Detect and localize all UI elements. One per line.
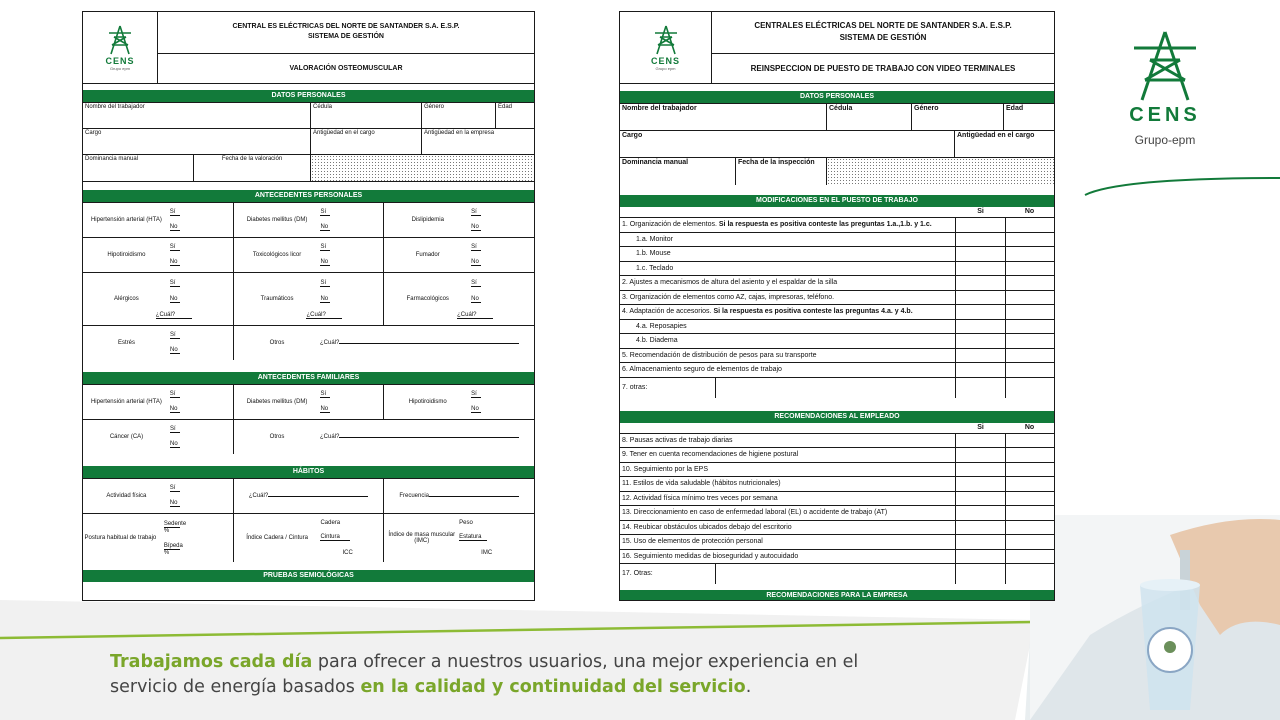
checkbox-no[interactable] — [1006, 550, 1054, 564]
hab-postura: Postura habitual de trabajo — [84, 535, 157, 541]
section-antecedentes: ANTECEDENTES PERSONALES — [83, 190, 534, 202]
opt-no: No — [471, 259, 479, 265]
modificacion-text: 3. Organización de elementos como AZ, cajas, impresoras, teléfono. — [622, 293, 835, 301]
field-dominancia: Dominancia manual — [83, 155, 194, 181]
checkbox-si[interactable] — [956, 448, 1006, 462]
section-datos-personales: DATOS PERSONALES — [83, 90, 534, 102]
modificacion-text: 4. Adaptación de accesorios. — [622, 308, 714, 315]
opt-cual: ¿Cuál? — [248, 493, 269, 499]
modificacion-row — [620, 218, 1054, 233]
modificacion-text: 5. Recomendación de distribución de pesos para su transporte — [622, 351, 817, 359]
modificacion-row — [620, 262, 1054, 277]
ant-traumaticos: Traumáticos — [260, 296, 294, 302]
logo-group: Grupo epm — [655, 65, 676, 71]
opt-si: Sí — [320, 391, 327, 397]
checkbox-si[interactable] — [956, 334, 1006, 348]
hab-frecuencia: Frecuencia — [399, 493, 430, 499]
hab-icc: ICC — [342, 549, 353, 556]
fam-hipotiroidismo: Hipotiroidismo — [408, 399, 447, 405]
field-dominancia: Dominancia manual — [620, 158, 736, 185]
slogan-text-2: . — [745, 677, 752, 697]
recomendacion-text: 13. Direccionamiento en caso de enfermedad laboral (EL) o accidente de trabajo (AT) — [620, 506, 956, 520]
recomendacion-row — [620, 550, 1054, 565]
right-green-curve — [1085, 178, 1280, 195]
modificacion-row — [620, 305, 1054, 320]
reinspeccion-puesto-form — [619, 11, 1055, 601]
col-no: No — [1024, 423, 1035, 431]
cens-name: CENS — [1129, 104, 1201, 126]
opt-no: No — [320, 259, 329, 265]
fecha-value — [827, 158, 1054, 185]
opt-no: No — [320, 406, 329, 412]
recomendacion-text: 8. Pausas activas de trabajo diarias — [620, 434, 956, 448]
field-antiguedad-cargo: Antigüedad en el cargo — [957, 132, 1035, 139]
logo-name: CENS — [105, 55, 135, 66]
opt-no: No — [320, 224, 329, 230]
opt-si: Sí — [471, 279, 477, 286]
opt-si: Sí — [320, 244, 327, 250]
ant-dislipidemia: Dislipidemia — [411, 217, 444, 223]
section-modificaciones: MODIFICACIONES EN EL PUESTO DE TRABAJO — [620, 195, 1054, 207]
field-nombre: Nombre del trabajador — [620, 104, 827, 130]
modificacion-row — [620, 349, 1054, 364]
section-habitos: HÁBITOS — [83, 466, 534, 478]
checkbox-no[interactable] — [1006, 349, 1054, 363]
checkbox-no[interactable] — [1006, 334, 1054, 348]
fecha-value — [311, 155, 534, 181]
modificacion-row — [620, 320, 1054, 335]
recomendacion-row — [620, 448, 1054, 463]
section-empresa: RECOMENDACIONES PARA LA EMPRESA — [620, 590, 1054, 601]
opt-si: Sí — [471, 244, 477, 250]
modificacion-text: 1.b. Mouse — [636, 250, 671, 257]
opt-si: Sí — [169, 485, 176, 491]
recomendacion-row — [620, 521, 1054, 536]
recomendacion-row — [620, 535, 1054, 550]
checkbox-si[interactable] — [956, 233, 1006, 247]
recomendaciones-list — [620, 433, 1054, 565]
opt-cual: ¿Cuál? — [457, 311, 477, 318]
field-cedula: Cédula — [827, 104, 912, 130]
checkbox-si[interactable] — [956, 434, 1006, 448]
hab-cintura: Cintura — [320, 534, 340, 541]
ant-farmacologicos: Farmacológicos — [406, 296, 449, 302]
opt-si: Sí — [471, 391, 477, 397]
field-nombre: Nombre del trabajador — [83, 103, 311, 128]
checkbox-no[interactable] — [1006, 247, 1054, 261]
form-title: REINSPECCION DE PUESTO DE TRABAJO CON VIDEO TERMINALES — [750, 63, 1016, 73]
checkbox-si[interactable] — [956, 276, 1006, 290]
checkbox-no[interactable] — [1006, 233, 1054, 247]
water-glass-photo — [1030, 515, 1280, 720]
opt-si: Sí — [169, 244, 176, 250]
opt-si: Sí — [170, 426, 176, 432]
checkbox-no[interactable] — [1006, 276, 1054, 290]
checkbox-no[interactable] — [1006, 363, 1054, 377]
hab-estatura: Estatura — [459, 534, 482, 541]
hab-imc-label: Índice de masa muscular (IMC) — [388, 532, 456, 544]
checkbox-no[interactable] — [1006, 492, 1054, 506]
pct-sign: % — [163, 527, 170, 534]
tower-icon — [653, 25, 679, 55]
opt-si: Sí — [169, 279, 176, 286]
recomendacion-text: 11. Estilos de vida saludable (hábitos nutricionales) — [620, 477, 956, 491]
recomendacion-row — [620, 477, 1054, 492]
ant-alergicos: Alérgicos — [114, 296, 139, 302]
modificacion-text: 4.a. Reposapies — [636, 322, 687, 330]
checkbox-no[interactable] — [1006, 506, 1054, 520]
opt-cual: ¿Cuál? — [320, 434, 340, 440]
section-pruebas: PRUEBAS SEMIOLÓGICAS — [83, 570, 534, 582]
recomendacion-text: 15. Uso de elementos de protección personal — [620, 535, 956, 549]
field-antiguedad-empresa: Antigüedad en la empresa — [424, 130, 495, 136]
opt-si: Sí — [471, 209, 477, 215]
checkbox-si[interactable] — [956, 506, 1006, 520]
checkbox-no[interactable] — [1006, 463, 1054, 477]
system-name: SISTEMA DE GESTIÓN — [308, 33, 384, 41]
checkbox-si[interactable] — [956, 320, 1006, 334]
checkbox-si[interactable] — [956, 492, 1006, 506]
modificacion-row — [620, 247, 1054, 262]
opt-cual: ¿Cuál? — [320, 340, 340, 346]
recomendacion-row — [620, 506, 1054, 521]
ant-dm: Diabetes mellitus (DM) — [246, 217, 308, 223]
hab-actividad: Actividad física — [106, 493, 147, 499]
valoracion-osteomuscular-form — [82, 11, 535, 601]
modificaciones-list — [620, 217, 1054, 378]
opt-no: No — [169, 224, 178, 230]
recomendacion-text: 10. Seguimiento por la EPS — [620, 463, 956, 477]
col-si: Si — [977, 208, 984, 215]
opt-no: No — [169, 500, 178, 506]
checkbox-si[interactable] — [956, 535, 1006, 549]
recomendacion-text: 9. Tener en cuenta recomendaciones de higiene postural — [620, 448, 956, 462]
checkbox-si[interactable] — [956, 477, 1006, 491]
modificacion-text: 1.a. Monitor — [636, 235, 673, 243]
opt-si: Sí — [320, 279, 327, 286]
opt-no: No — [170, 347, 178, 353]
checkbox-si[interactable] — [956, 247, 1006, 261]
checkbox-no[interactable] — [1006, 448, 1054, 462]
modificacion-row — [620, 334, 1054, 349]
ant-fumador: Fumador — [415, 252, 440, 258]
opt-cual: ¿Cuál? — [155, 311, 176, 318]
opt-no: No — [320, 295, 329, 302]
ant-hta: Hipertensión arterial (HTA) — [90, 217, 162, 223]
fam-otros: Otros — [269, 434, 285, 440]
form-logo — [83, 12, 158, 83]
ant-otros: Otros — [269, 340, 285, 346]
field-antiguedad-cargo: Antigüedad en el cargo — [311, 129, 422, 154]
checkbox-no[interactable] — [1006, 521, 1054, 535]
hab-cadera: Cadera — [320, 520, 341, 527]
col-si: Si — [977, 423, 984, 431]
checkbox-si[interactable] — [956, 349, 1006, 363]
hab-imc: IMC — [481, 549, 493, 556]
checkbox-si[interactable] — [956, 550, 1006, 564]
slogan-bold-1: Trabajamos cada día — [110, 652, 313, 672]
modificacion-row — [620, 363, 1054, 378]
modificacion-row — [620, 291, 1054, 306]
opt-si: Sí — [169, 209, 176, 215]
checkbox-no[interactable] — [1006, 305, 1054, 319]
opt-no: No — [169, 259, 178, 265]
recomendacion-row — [620, 463, 1054, 478]
rec-otras: 17. Otras: — [620, 564, 716, 584]
checkbox-no[interactable] — [1006, 291, 1054, 305]
opt-cual: ¿Cuál? — [306, 311, 326, 318]
hab-indice-cc: Índice Cadera / Cintura — [246, 535, 308, 541]
modificacion-row — [620, 276, 1054, 291]
modificacion-text: 1.c. Teclado — [636, 264, 674, 272]
tower-icon — [1130, 30, 1200, 102]
field-edad: Edad — [498, 104, 513, 110]
pct-sign: % — [163, 549, 170, 556]
fam-cancer: Cáncer (CA) — [109, 434, 144, 440]
checkbox-no[interactable] — [1006, 320, 1054, 334]
footer-slogan — [110, 650, 930, 700]
mod-otras: 7. otras: — [620, 378, 716, 398]
modificacion-text: 1. Organización de elementos. — [622, 221, 719, 228]
company-name: CENTRALES ELÉCTRICAS DEL NORTE DE SANTANDER S.A. E.S.P. — [754, 21, 1012, 31]
opt-no: No — [471, 224, 479, 230]
checkbox-si[interactable] — [956, 463, 1006, 477]
checkbox-no[interactable] — [1006, 218, 1054, 232]
checkbox-si[interactable] — [956, 363, 1006, 377]
field-genero: Género — [422, 103, 496, 128]
checkbox-si[interactable] — [956, 291, 1006, 305]
col-no: No — [1024, 208, 1035, 215]
opt-no: No — [169, 406, 178, 412]
modificacion-text: 6. Almacenamiento seguro de elementos de trabajo — [622, 366, 782, 373]
modificacion-note: Si la respuesta es positiva conteste las preguntas 1.a.,1.b. y 1.c. — [718, 221, 932, 228]
field-edad: Edad — [1006, 105, 1024, 112]
opt-no: No — [169, 295, 178, 302]
fam-hta: Hipertensión arterial (HTA) — [90, 399, 162, 405]
checkbox-si[interactable] — [956, 521, 1006, 535]
checkbox-no[interactable] — [1006, 434, 1054, 448]
opt-si: Sí — [320, 209, 327, 215]
checkbox-no[interactable] — [1006, 535, 1054, 549]
ant-estres: Estrés — [117, 340, 135, 346]
tower-icon — [107, 25, 133, 55]
ant-toxicologicos: Toxicológicos licor — [252, 252, 302, 258]
hab-peso: Peso — [459, 520, 473, 527]
fam-dm: Diabetes mellitus (DM) — [246, 399, 308, 405]
field-cedula: Cédula — [311, 103, 422, 128]
opt-no: No — [471, 295, 479, 302]
field-cargo: Cargo — [620, 131, 955, 157]
section-recomendaciones: RECOMENDACIONES AL EMPLEADO — [620, 411, 1054, 423]
opt-no: No — [170, 441, 178, 447]
checkbox-si[interactable] — [956, 305, 1006, 319]
recomendacion-row — [620, 492, 1054, 507]
ant-hipotiroidismo: Hipotiroidismo — [107, 252, 146, 258]
section-datos-personales: DATOS PERSONALES — [620, 91, 1054, 103]
recomendacion-text: 12. Actividad física mínimo tres veces por semana — [620, 492, 956, 506]
checkbox-si[interactable] — [956, 218, 1006, 232]
opt-si: Sí — [170, 332, 176, 338]
recomendacion-text: 16. Seguimiento medidas de bioseguridad y autocuidado — [620, 550, 956, 564]
checkbox-no[interactable] — [1006, 262, 1054, 276]
recomendacion-text: 14. Reubicar obstáculos ubicados debajo del escritorio — [620, 521, 956, 535]
field-fecha: Fecha de la valoración — [194, 155, 311, 181]
opt-si: Sí — [169, 391, 176, 397]
logo-name: CENS — [650, 55, 680, 66]
recomendacion-row — [620, 434, 1054, 449]
section-familiares: ANTECEDENTES FAMILIARES — [83, 372, 534, 384]
field-fecha: Fecha de la inspección — [736, 158, 827, 185]
opt-no: No — [471, 406, 479, 412]
slogan-text-1: para ofrecer a nuestros usuarios, una mejor experiencia en el servicio de energía basados — [110, 652, 859, 697]
modificacion-text: 2. Ajustes a mecanismos de altura del asiento y el espaldar de la silla — [622, 279, 838, 286]
field-genero: Género — [912, 104, 1004, 130]
modificacion-text: 4.b. Diadema — [636, 337, 678, 344]
modificacion-row — [620, 233, 1054, 248]
modificacion-note: Si la respuesta es positiva conteste las preguntas 4.a. y 4.b. — [713, 308, 913, 315]
cens-group: Grupo-epm — [1134, 133, 1196, 147]
form-logo — [620, 12, 712, 83]
slogan-bold-2: en la calidad y continuidad del servicio — [360, 677, 746, 697]
logo-group: Grupo epm — [109, 65, 130, 71]
company-name: CENTRAL ES ELÉCTRICAS DEL NORTE DE SANTANDER S.A. E.S.P. — [232, 22, 460, 30]
form-title: VALORACIÓN OSTEOMUSCULAR — [289, 64, 403, 72]
hab-sedente: Sedente — [163, 520, 187, 527]
checkbox-si[interactable] — [956, 262, 1006, 276]
checkbox-no[interactable] — [1006, 477, 1054, 491]
system-name: SISTEMA DE GESTIÓN — [839, 33, 927, 43]
field-cargo: Cargo — [83, 129, 311, 154]
cens-logo — [1120, 30, 1210, 147]
hab-bipeda: Bípeda — [163, 542, 183, 549]
